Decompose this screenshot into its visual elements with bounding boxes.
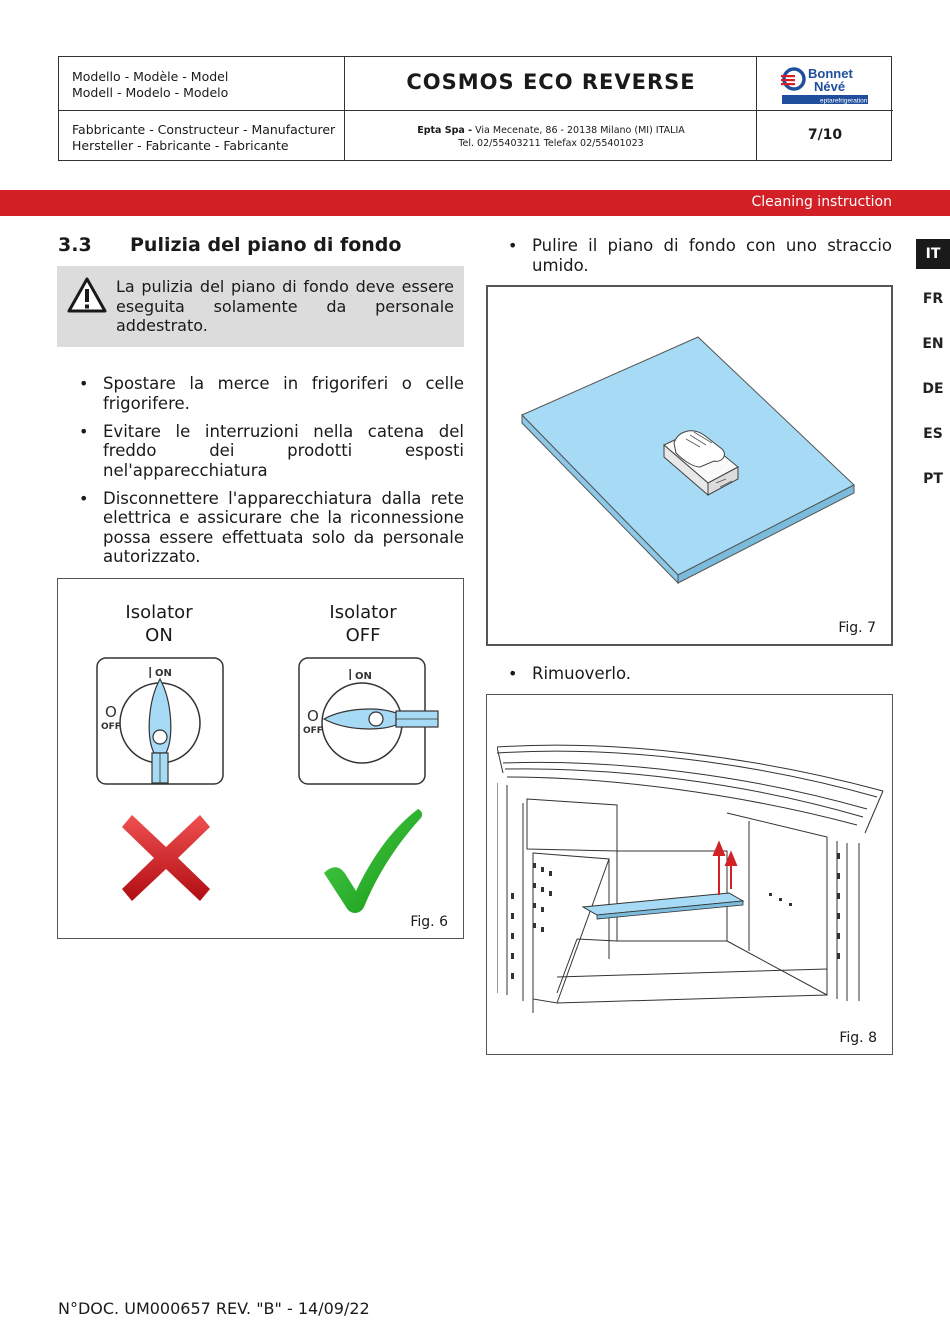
figure-8 <box>486 694 893 1055</box>
switch-off-off-text: OFF <box>303 726 323 736</box>
document-number: N°DOC. UM000657 REV. "B" - 14/09/22 <box>58 1299 370 1318</box>
list-item: • Disconnettere l'apparecchiatura dalla rete elettrica e assicurare che la riconnessione possa essere effettuata solo da personale autorizzato. <box>79 489 464 567</box>
model-label-line1: Modello - Modèle - Model <box>72 69 229 84</box>
switch-on-zero: O <box>105 703 117 721</box>
list-item: • Rimuoverlo. <box>508 664 892 684</box>
section-title: Pulizia del piano di fondo <box>130 234 402 256</box>
left-bullet-list <box>79 374 464 575</box>
isolator-off-label: Isolator OFF <box>329 602 397 646</box>
switch-off-zero: O <box>307 707 319 725</box>
manufacturer-label-line2: Hersteller - Fabricante - Fabricante <box>72 138 289 153</box>
figure-7 <box>486 285 893 646</box>
lang-tab-fr[interactable]: FR <box>916 284 950 314</box>
lang-tab-en[interactable]: EN <box>916 329 950 359</box>
isolator-switch-on-illustration <box>96 657 226 787</box>
figure-7-caption: Fig. 7 <box>838 620 876 636</box>
figure-6 <box>57 578 464 939</box>
manufacturer-label-line1: Fabbricante - Constructeur - Manufacturer <box>72 122 336 137</box>
header-table <box>58 56 892 161</box>
correct-check-icon <box>320 807 428 915</box>
cabinet-shelf-removal-illustration <box>497 743 885 1013</box>
model-label <box>72 69 228 101</box>
list-item: • Spostare la merce in frigoriferi o celle frigorifere. <box>79 374 464 413</box>
logo-line1: Bonnet <box>808 66 853 81</box>
figure-8-caption: Fig. 8 <box>839 1030 877 1046</box>
right-bullet-list-2 <box>508 664 892 692</box>
manufacturer-name: Epta Spa - <box>417 125 473 136</box>
document-title: COSMOS ECO REVERSE <box>406 70 696 94</box>
right-bullet-list-1 <box>508 236 892 284</box>
logo-line2: Névé <box>814 79 846 94</box>
logo-tagline: eptarefrigeration <box>820 97 868 105</box>
warning-box <box>57 266 464 347</box>
switch-on-one: I <box>148 664 153 682</box>
bottom-shelf-cleaning-illustration <box>516 335 861 590</box>
wrong-x-icon <box>118 811 214 905</box>
list-item: • Evitare le interruzioni nella catena del freddo dei prodotti esposti nel'apparecchiatura <box>79 422 464 481</box>
warning-icon <box>66 276 108 314</box>
warning-text: La pulizia del piano di fondo deve essere eseguita solamente da personale addestrato. <box>116 277 454 335</box>
manufacturer-info <box>345 124 757 150</box>
list-item: • Pulire il piano di fondo con uno straccio umido. <box>508 236 892 275</box>
lang-tab-pt[interactable]: PT <box>916 464 950 494</box>
manufacturer-phone: Tel. 02/55403211 Telefax 02/55401023 <box>458 138 644 149</box>
page-number: 7/10 <box>807 127 843 143</box>
switch-on-off-text: OFF <box>101 722 121 732</box>
manufacturer-address: Via Mecenate, 86 - 20138 Milano (MI) ITALIA <box>472 125 685 136</box>
lang-tab-it[interactable]: IT <box>916 239 950 269</box>
bonnet-neve-logo <box>780 63 870 105</box>
switch-off-on-text: ON <box>355 671 372 682</box>
lang-tab-de[interactable]: DE <box>916 374 950 404</box>
isolator-on-label: Isolator ON <box>125 602 193 646</box>
switch-off-one: I <box>348 666 353 684</box>
lang-tab-es[interactable]: ES <box>916 419 950 449</box>
section-band-label: Cleaning instruction <box>751 194 892 210</box>
section-band <box>0 190 950 216</box>
figure-6-caption: Fig. 6 <box>410 914 448 930</box>
switch-on-on-text: ON <box>155 668 172 679</box>
isolator-switch-off-illustration <box>298 657 443 787</box>
model-label-line2: Modell - Modelo - Modelo <box>72 85 229 100</box>
manufacturer-label <box>72 122 335 154</box>
section-number: 3.3 <box>58 234 92 256</box>
